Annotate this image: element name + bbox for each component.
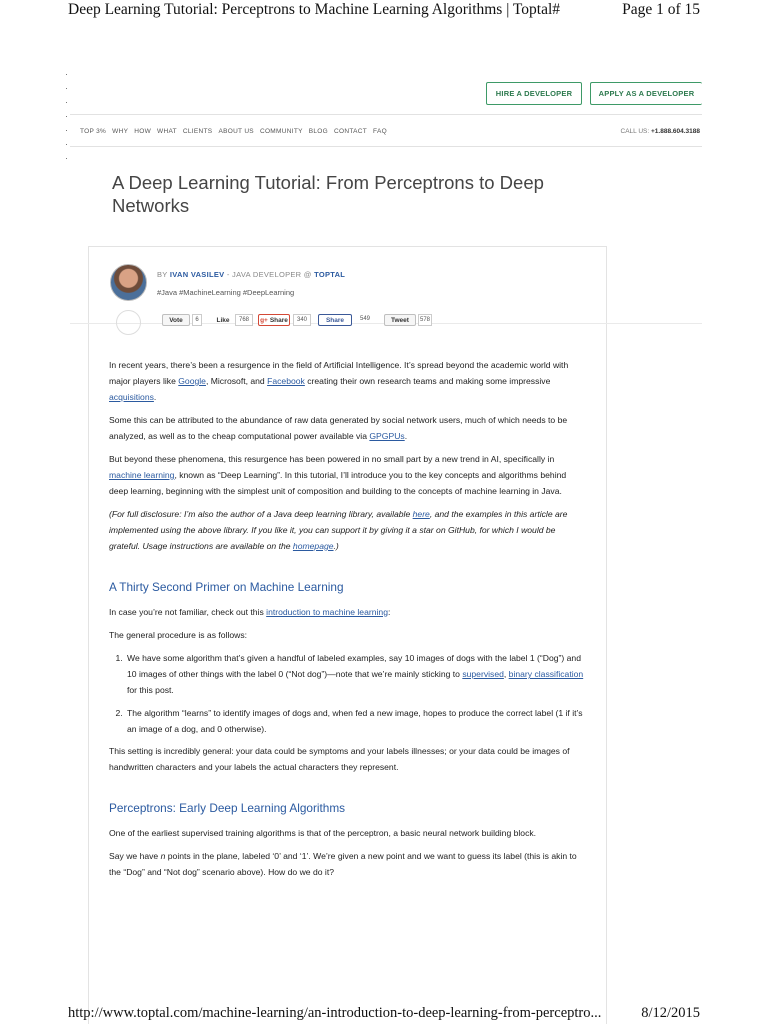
call-us-label: CALL US: xyxy=(620,128,650,135)
tweet-button[interactable]: Tweet xyxy=(384,314,416,326)
call-us-number[interactable]: +1.888.604.3188 xyxy=(651,128,700,135)
nav-item-blog[interactable]: BLOG xyxy=(308,128,328,135)
like-count: 768 xyxy=(235,314,253,326)
nav-item-contact[interactable]: CONTACT xyxy=(334,128,368,135)
apply-developer-button[interactable]: APPLY AS A DEVELOPER xyxy=(590,82,702,105)
author-avatar[interactable] xyxy=(110,264,147,301)
paragraph-procedure: The general procedure is as follows: xyxy=(109,629,248,640)
call-us xyxy=(621,128,700,135)
facebook-share-count: 549 xyxy=(360,316,371,322)
paragraph-trend: But beyond these phenomena, this resurgence has been powered in no small part by a new trend in AI, specifically in machine learning, known as “Deep Learning”. In this tutorial, I’ll introduce you to the key concepts and algorithms behind deep learning, beginning with the simplest unit of composition and building to the concepts of machine learning in Java. xyxy=(109,454,567,496)
author-company[interactable]: TOPTAL xyxy=(314,270,346,279)
facebook-share-button[interactable]: Share xyxy=(318,314,352,326)
nav-item-how[interactable]: HOW xyxy=(134,128,152,135)
nav-item-community[interactable]: COMMUNITY xyxy=(259,128,303,135)
nav-item-what[interactable]: WHAT xyxy=(157,128,177,135)
print-header xyxy=(0,0,768,24)
paragraph-points: Say we have n points in the plane, labeled ‘0’ and ‘1’. We’re given a new point and we want to guess its label (this is akin to the “Dog” and “Not dog” scenario above). How do we do it? xyxy=(109,851,577,878)
main-nav xyxy=(80,128,387,135)
nav-item-faq[interactable]: FAQ xyxy=(373,128,387,135)
paragraph-general: This setting is incredibly general: your data could be symptoms and your labels illnesses; or your data could be images of handwritten characters and your labels the actual characters they represent. xyxy=(109,746,570,773)
gplus-icon: g+ xyxy=(260,316,268,324)
nav-item-top3[interactable]: TOP 3% xyxy=(80,128,107,135)
link-supervised[interactable]: supervised xyxy=(462,669,504,680)
like-button[interactable]: Like xyxy=(216,316,230,324)
link-here[interactable]: here xyxy=(412,509,430,520)
link-intro-ml[interactable]: introduction to machine learning xyxy=(266,606,388,617)
vote-button[interactable]: Vote xyxy=(162,314,190,326)
link-acquisitions[interactable]: acquisitions xyxy=(109,391,154,402)
author-role: - JAVA DEVELOPER @ xyxy=(224,270,315,279)
list-item: 2. The algorithm “learns” to identify images of dogs and, when fed a new image, hopes to produce the correct label (1 if it’s an image of a dog, and 0 otherwise). xyxy=(125,706,587,738)
heading-primer: A Thirty Second Primer on Machine Learning xyxy=(109,579,344,594)
header-divider xyxy=(70,114,702,115)
gplus-share-button[interactable] xyxy=(258,314,290,326)
link-homepage[interactable]: homepage xyxy=(292,540,334,551)
link-machine-learning[interactable]: machine learning xyxy=(109,469,175,480)
avatar-placeholder-circle xyxy=(116,310,141,335)
list-item: 1. We have some algorithm that’s given a handful of labeled examples, say 10 images of dogs with the label 1 (“Dog”) and 10 images of other things with the label 0 (“Not dog”)—note that we’re mainly sticking to supervised, binary classification for this post. xyxy=(125,651,587,698)
gplus-count: 340 xyxy=(293,314,311,326)
paragraph-intro: In recent years, there’s been a resurgence in the field of Artificial Intelligence. It’s spread beyond the academic world with major players like Google, Microsoft, and Facebook creating their own research teams and making some impressive acquisitions. xyxy=(109,360,569,402)
nav-divider xyxy=(70,146,702,147)
author-line xyxy=(157,270,345,279)
print-footer xyxy=(0,1004,768,1024)
article-body xyxy=(109,358,587,888)
hire-developer-button[interactable]: HIRE A DEVELOPER xyxy=(486,82,582,105)
print-footer-date: 8/12/2015 xyxy=(641,1005,700,1021)
paragraph-perceptron: One of the earliest supervised training algorithms is that of the perceptron, a basic neural network building block. xyxy=(109,827,537,838)
link-gpgpus[interactable]: GPGPUs xyxy=(369,430,405,441)
heading-perceptrons: Perceptrons: Early Deep Learning Algorithms xyxy=(109,800,346,815)
print-footer-url: http://www.toptal.com/machine-learning/an-introduction-to-deep-learning-from-perceptro... xyxy=(68,1005,602,1021)
tweet-count: 578 xyxy=(418,314,432,326)
nav-item-clients[interactable]: CLIENTS xyxy=(182,128,213,135)
article-title: A Deep Learning Tutorial: From Perceptrons to Deep Networks xyxy=(112,172,544,216)
print-margin-dots xyxy=(66,74,70,172)
author-by: BY xyxy=(157,270,168,279)
nav-item-why[interactable]: WHY xyxy=(112,128,129,135)
article-tags[interactable]: #Java #MachineLearning #DeepLearning xyxy=(157,288,295,297)
link-facebook[interactable]: Facebook xyxy=(267,375,305,386)
print-header-title: Deep Learning Tutorial: Perceptrons to Machine Learning Algorithms | Toptal# xyxy=(68,1,561,18)
gplus-share-label: Share xyxy=(269,316,288,324)
print-page-number: Page 1 of 15 xyxy=(622,1,700,18)
vote-count: 6 xyxy=(192,314,202,326)
procedure-list xyxy=(125,651,587,737)
paragraph-data: Some this can be attributed to the abundance of raw data generated by social network users, much of which needs to be analyzed, as well as to the cheap computational power available via GPGPUs. xyxy=(109,414,568,441)
link-google[interactable]: Google xyxy=(178,375,206,386)
paragraph-check-out: In case you’re not familiar, check out this introduction to machine learning: xyxy=(109,606,391,617)
author-name[interactable]: IVAN VASILEV xyxy=(169,270,225,279)
paragraph-disclosure: (For full disclosure: I’m also the author of a Java deep learning library, available here, and the examples in this article are implemented using the above library. If you like it, you can support it by giving it a star on GitHub, for which I would be grateful. Usage instructions are available on the homepage.) xyxy=(109,509,568,551)
link-binary-classification[interactable]: binary classification xyxy=(508,669,584,680)
nav-item-about-us[interactable]: ABOUT US xyxy=(218,128,254,135)
